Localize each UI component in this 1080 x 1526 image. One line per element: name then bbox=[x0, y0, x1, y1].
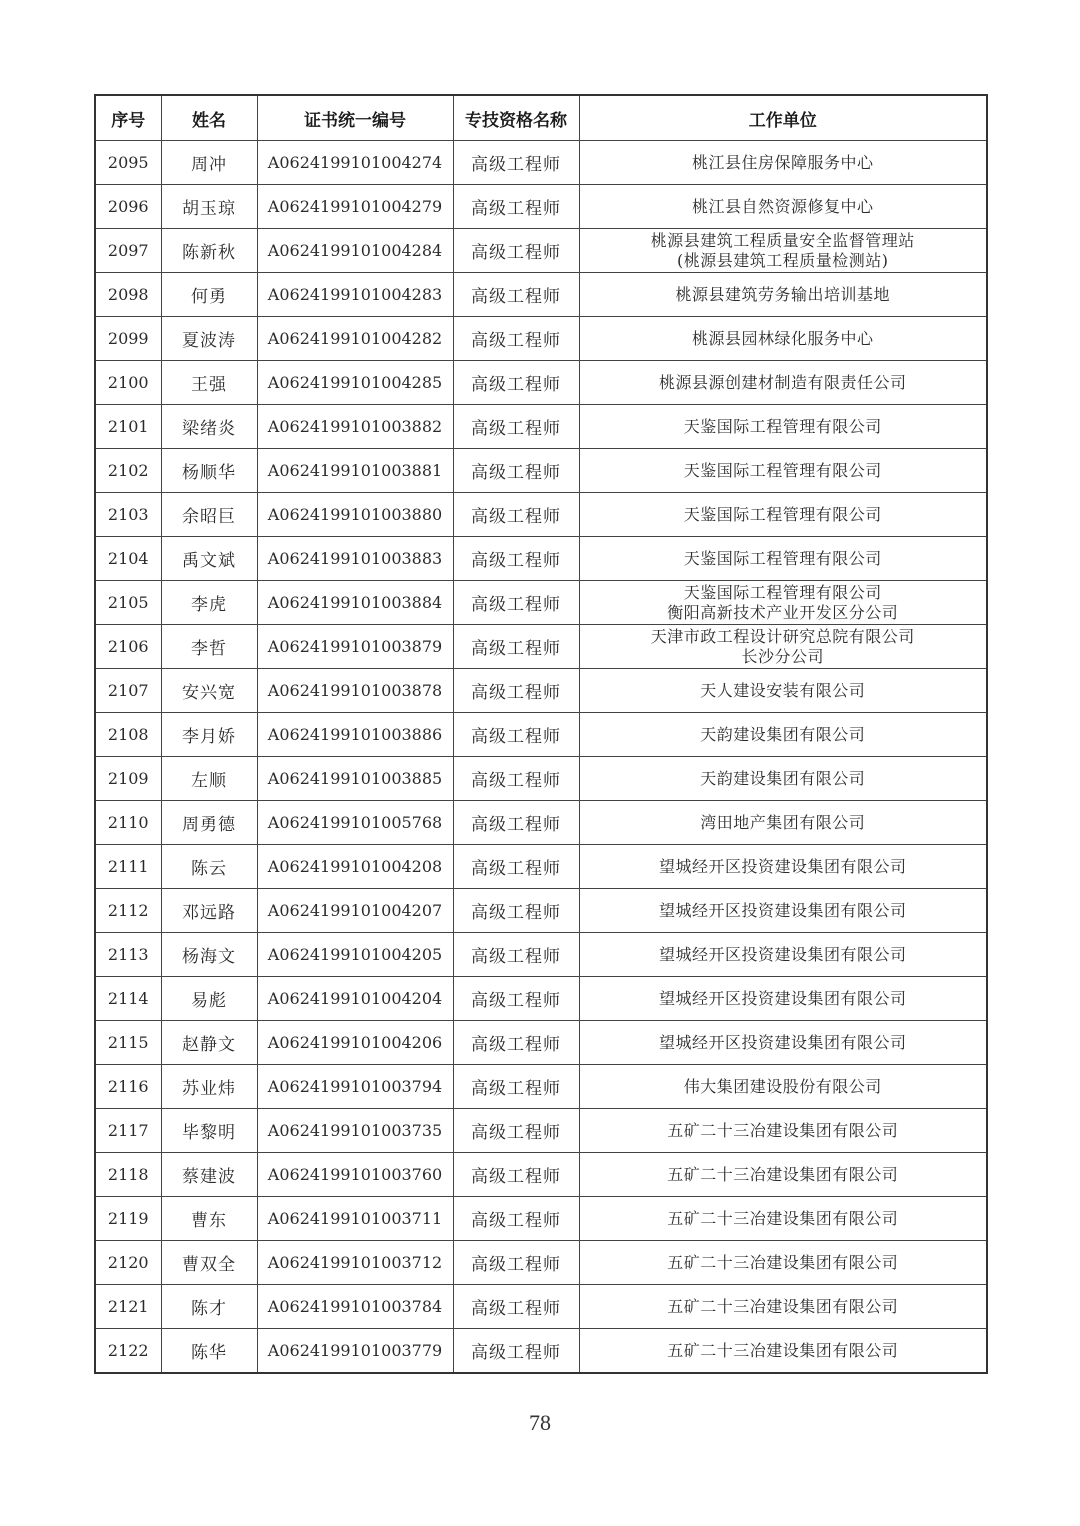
cell-certificate-number: A0624199101004205 bbox=[257, 933, 453, 977]
table-row bbox=[95, 1021, 987, 1065]
cell-qualification: 高级工程师 bbox=[453, 537, 579, 581]
table-row bbox=[95, 581, 987, 625]
cell-work-unit: 五矿二十三冶建设集团有限公司 bbox=[579, 1241, 987, 1285]
cell-work-unit: 望城经开区投资建设集团有限公司 bbox=[579, 977, 987, 1021]
cell-serial-number: 2117 bbox=[95, 1109, 161, 1153]
cell-qualification: 高级工程师 bbox=[453, 625, 579, 669]
cell-serial-number: 2105 bbox=[95, 581, 161, 625]
cell-qualification: 高级工程师 bbox=[453, 757, 579, 801]
cell-serial-number: 2119 bbox=[95, 1197, 161, 1241]
cell-serial-number: 2099 bbox=[95, 317, 161, 361]
cell-certificate-number: A0624199101004282 bbox=[257, 317, 453, 361]
cell-certificate-number: A0624199101003882 bbox=[257, 405, 453, 449]
cell-work-unit: 望城经开区投资建设集团有限公司 bbox=[579, 933, 987, 977]
cell-qualification: 高级工程师 bbox=[453, 581, 579, 625]
table-row bbox=[95, 185, 987, 229]
table-row bbox=[95, 1197, 987, 1241]
cell-name: 曹东 bbox=[161, 1197, 257, 1241]
cell-serial-number: 2115 bbox=[95, 1021, 161, 1065]
cell-work-unit: 桃源县建筑劳务输出培训基地 bbox=[579, 273, 987, 317]
cell-work-unit: 五矿二十三冶建设集团有限公司 bbox=[579, 1153, 987, 1197]
cell-serial-number: 2101 bbox=[95, 405, 161, 449]
cell-qualification: 高级工程师 bbox=[453, 273, 579, 317]
table-row bbox=[95, 977, 987, 1021]
header-certificate-number: 证书统一编号 bbox=[257, 95, 453, 141]
table-row bbox=[95, 845, 987, 889]
cell-work-unit: 天鉴国际工程管理有限公司 bbox=[579, 537, 987, 581]
cell-name: 陈云 bbox=[161, 845, 257, 889]
cell-serial-number: 2107 bbox=[95, 669, 161, 713]
cell-work-unit: 天人建设安装有限公司 bbox=[579, 669, 987, 713]
cell-work-unit: 五矿二十三冶建设集团有限公司 bbox=[579, 1197, 987, 1241]
cell-certificate-number: A0624199101003880 bbox=[257, 493, 453, 537]
cell-qualification: 高级工程师 bbox=[453, 405, 579, 449]
cell-work-unit: 桃源县源创建材制造有限责任公司 bbox=[579, 361, 987, 405]
cell-certificate-number: A0624199101004207 bbox=[257, 889, 453, 933]
roster-table bbox=[94, 94, 988, 1374]
cell-name: 杨顺华 bbox=[161, 449, 257, 493]
table-row bbox=[95, 801, 987, 845]
cell-work-unit: 天鉴国际工程管理有限公司 bbox=[579, 405, 987, 449]
header-qualification: 专技资格名称 bbox=[453, 95, 579, 141]
table-row bbox=[95, 1065, 987, 1109]
cell-work-unit: 天津市政工程设计研究总院有限公司 长沙分公司 bbox=[579, 625, 987, 669]
cell-qualification: 高级工程师 bbox=[453, 317, 579, 361]
roster-table-container bbox=[94, 94, 986, 1374]
cell-certificate-number: A0624199101003794 bbox=[257, 1065, 453, 1109]
cell-certificate-number: A0624199101005768 bbox=[257, 801, 453, 845]
table-row bbox=[95, 493, 987, 537]
table-row bbox=[95, 1285, 987, 1329]
cell-certificate-number: A0624199101003878 bbox=[257, 669, 453, 713]
header-serial-number: 序号 bbox=[95, 95, 161, 141]
cell-qualification: 高级工程师 bbox=[453, 229, 579, 273]
cell-certificate-number: A0624199101004285 bbox=[257, 361, 453, 405]
cell-name: 周冲 bbox=[161, 141, 257, 185]
cell-work-unit: 五矿二十三冶建设集团有限公司 bbox=[579, 1329, 987, 1374]
cell-serial-number: 2100 bbox=[95, 361, 161, 405]
table-row bbox=[95, 317, 987, 361]
cell-name: 陈华 bbox=[161, 1329, 257, 1374]
cell-name: 邓远路 bbox=[161, 889, 257, 933]
cell-name: 梁绪炎 bbox=[161, 405, 257, 449]
cell-name: 何勇 bbox=[161, 273, 257, 317]
cell-serial-number: 2095 bbox=[95, 141, 161, 185]
cell-name: 陈新秋 bbox=[161, 229, 257, 273]
header-work-unit: 工作单位 bbox=[579, 95, 987, 141]
cell-work-unit: 天韵建设集团有限公司 bbox=[579, 713, 987, 757]
cell-qualification: 高级工程师 bbox=[453, 141, 579, 185]
cell-certificate-number: A0624199101003886 bbox=[257, 713, 453, 757]
cell-certificate-number: A0624199101003784 bbox=[257, 1285, 453, 1329]
cell-qualification: 高级工程师 bbox=[453, 933, 579, 977]
cell-name: 毕黎明 bbox=[161, 1109, 257, 1153]
cell-serial-number: 2113 bbox=[95, 933, 161, 977]
cell-name: 禹文斌 bbox=[161, 537, 257, 581]
cell-work-unit: 桃源县建筑工程质量安全监督管理站 (桃源县建筑工程质量检测站) bbox=[579, 229, 987, 273]
cell-qualification: 高级工程师 bbox=[453, 889, 579, 933]
cell-qualification: 高级工程师 bbox=[453, 1197, 579, 1241]
cell-certificate-number: A0624199101004274 bbox=[257, 141, 453, 185]
page-number: 78 bbox=[529, 1410, 551, 1435]
table-row bbox=[95, 1241, 987, 1285]
cell-name: 左顺 bbox=[161, 757, 257, 801]
table-row bbox=[95, 229, 987, 273]
table-row bbox=[95, 625, 987, 669]
cell-certificate-number: A0624199101004208 bbox=[257, 845, 453, 889]
table-header-row bbox=[95, 95, 987, 141]
cell-name: 赵静文 bbox=[161, 1021, 257, 1065]
cell-name: 胡玉琼 bbox=[161, 185, 257, 229]
table-row bbox=[95, 713, 987, 757]
cell-qualification: 高级工程师 bbox=[453, 361, 579, 405]
cell-certificate-number: A0624199101003711 bbox=[257, 1197, 453, 1241]
cell-serial-number: 2096 bbox=[95, 185, 161, 229]
cell-certificate-number: A0624199101004283 bbox=[257, 273, 453, 317]
table-row bbox=[95, 537, 987, 581]
cell-certificate-number: A0624199101003884 bbox=[257, 581, 453, 625]
cell-qualification: 高级工程师 bbox=[453, 1285, 579, 1329]
cell-name: 李月娇 bbox=[161, 713, 257, 757]
table-row bbox=[95, 1153, 987, 1197]
table-row bbox=[95, 361, 987, 405]
cell-certificate-number: A0624199101003879 bbox=[257, 625, 453, 669]
cell-name: 易彪 bbox=[161, 977, 257, 1021]
cell-qualification: 高级工程师 bbox=[453, 1109, 579, 1153]
cell-certificate-number: A0624199101003760 bbox=[257, 1153, 453, 1197]
cell-serial-number: 2098 bbox=[95, 273, 161, 317]
cell-qualification: 高级工程师 bbox=[453, 977, 579, 1021]
cell-work-unit: 天鉴国际工程管理有限公司 bbox=[579, 493, 987, 537]
cell-name: 周勇德 bbox=[161, 801, 257, 845]
cell-work-unit: 望城经开区投资建设集团有限公司 bbox=[579, 1021, 987, 1065]
cell-work-unit: 五矿二十三冶建设集团有限公司 bbox=[579, 1109, 987, 1153]
header-name: 姓名 bbox=[161, 95, 257, 141]
table-row bbox=[95, 405, 987, 449]
table-row bbox=[95, 933, 987, 977]
cell-qualification: 高级工程师 bbox=[453, 845, 579, 889]
cell-work-unit: 湾田地产集团有限公司 bbox=[579, 801, 987, 845]
cell-work-unit: 五矿二十三冶建设集团有限公司 bbox=[579, 1285, 987, 1329]
table-row bbox=[95, 141, 987, 185]
cell-name: 苏业炜 bbox=[161, 1065, 257, 1109]
table-row bbox=[95, 669, 987, 713]
cell-qualification: 高级工程师 bbox=[453, 1153, 579, 1197]
cell-serial-number: 2108 bbox=[95, 713, 161, 757]
table-row bbox=[95, 449, 987, 493]
cell-qualification: 高级工程师 bbox=[453, 449, 579, 493]
cell-certificate-number: A0624199101003735 bbox=[257, 1109, 453, 1153]
cell-serial-number: 2103 bbox=[95, 493, 161, 537]
cell-name: 李哲 bbox=[161, 625, 257, 669]
cell-name: 杨海文 bbox=[161, 933, 257, 977]
table-row bbox=[95, 1109, 987, 1153]
table-row bbox=[95, 757, 987, 801]
cell-name: 夏波涛 bbox=[161, 317, 257, 361]
cell-certificate-number: A0624199101004206 bbox=[257, 1021, 453, 1065]
cell-work-unit: 天韵建设集团有限公司 bbox=[579, 757, 987, 801]
cell-serial-number: 2116 bbox=[95, 1065, 161, 1109]
cell-serial-number: 2118 bbox=[95, 1153, 161, 1197]
table-body bbox=[95, 141, 987, 1374]
cell-serial-number: 2106 bbox=[95, 625, 161, 669]
cell-qualification: 高级工程师 bbox=[453, 1021, 579, 1065]
cell-serial-number: 2114 bbox=[95, 977, 161, 1021]
table-row bbox=[95, 273, 987, 317]
cell-work-unit: 桃江县住房保障服务中心 bbox=[579, 141, 987, 185]
cell-qualification: 高级工程师 bbox=[453, 713, 579, 757]
cell-certificate-number: A0624199101004204 bbox=[257, 977, 453, 1021]
cell-work-unit: 望城经开区投资建设集团有限公司 bbox=[579, 845, 987, 889]
cell-serial-number: 2110 bbox=[95, 801, 161, 845]
cell-work-unit: 望城经开区投资建设集团有限公司 bbox=[579, 889, 987, 933]
cell-certificate-number: A0624199101003712 bbox=[257, 1241, 453, 1285]
cell-name: 王强 bbox=[161, 361, 257, 405]
cell-qualification: 高级工程师 bbox=[453, 669, 579, 713]
table-row bbox=[95, 889, 987, 933]
cell-name: 陈才 bbox=[161, 1285, 257, 1329]
cell-certificate-number: A0624199101004279 bbox=[257, 185, 453, 229]
cell-serial-number: 2104 bbox=[95, 537, 161, 581]
cell-serial-number: 2111 bbox=[95, 845, 161, 889]
cell-serial-number: 2109 bbox=[95, 757, 161, 801]
cell-qualification: 高级工程师 bbox=[453, 185, 579, 229]
cell-serial-number: 2120 bbox=[95, 1241, 161, 1285]
cell-serial-number: 2097 bbox=[95, 229, 161, 273]
cell-serial-number: 2102 bbox=[95, 449, 161, 493]
cell-certificate-number: A0624199101003881 bbox=[257, 449, 453, 493]
cell-qualification: 高级工程师 bbox=[453, 1241, 579, 1285]
cell-certificate-number: A0624199101004284 bbox=[257, 229, 453, 273]
cell-name: 李虎 bbox=[161, 581, 257, 625]
cell-name: 安兴宽 bbox=[161, 669, 257, 713]
cell-name: 余昭巨 bbox=[161, 493, 257, 537]
cell-certificate-number: A0624199101003883 bbox=[257, 537, 453, 581]
cell-qualification: 高级工程师 bbox=[453, 493, 579, 537]
cell-work-unit: 天鉴国际工程管理有限公司 bbox=[579, 449, 987, 493]
cell-work-unit: 桃江县自然资源修复中心 bbox=[579, 185, 987, 229]
cell-serial-number: 2112 bbox=[95, 889, 161, 933]
cell-work-unit: 天鉴国际工程管理有限公司 衡阳高新技术产业开发区分公司 bbox=[579, 581, 987, 625]
cell-work-unit: 桃源县园林绿化服务中心 bbox=[579, 317, 987, 361]
cell-certificate-number: A0624199101003779 bbox=[257, 1329, 453, 1374]
table-row bbox=[95, 1329, 987, 1374]
cell-serial-number: 2121 bbox=[95, 1285, 161, 1329]
cell-qualification: 高级工程师 bbox=[453, 1065, 579, 1109]
cell-work-unit: 伟大集团建设股份有限公司 bbox=[579, 1065, 987, 1109]
cell-certificate-number: A0624199101003885 bbox=[257, 757, 453, 801]
cell-qualification: 高级工程师 bbox=[453, 801, 579, 845]
cell-qualification: 高级工程师 bbox=[453, 1329, 579, 1374]
cell-serial-number: 2122 bbox=[95, 1329, 161, 1374]
cell-name: 曹双全 bbox=[161, 1241, 257, 1285]
cell-name: 蔡建波 bbox=[161, 1153, 257, 1197]
